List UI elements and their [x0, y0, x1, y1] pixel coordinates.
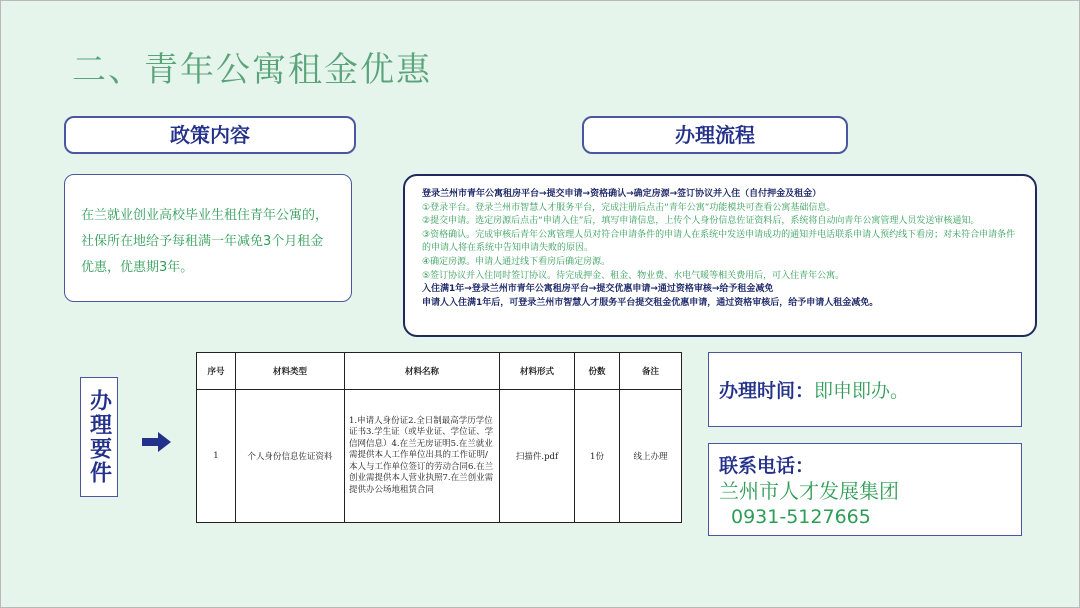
- right-arrow-icon: [142, 431, 172, 453]
- process-line: ③资格确认。完成审核后青年公寓管理人员对符合申请条件的申请人在系统中发送申请成功的通知并电话联系申请人预约线下看房；对未符合申请条件的申请人将在系统中告知申请失败的原因。: [422, 229, 1016, 254]
- process-line: ②提交申请。选定房源后点击“申请入住”后，填写申请信息，上传个人身份信息佐证资料后，系统将自动向青年公寓管理人员发送审核通知。: [422, 216, 980, 227]
- policy-text: 在兰就业创业高校毕业生租住青年公寓的，社保所在地给予每租满一年减免3个月租金优惠，优惠期3年。: [81, 208, 329, 275]
- process-line: 登录兰州市青年公寓租房平台→提交申请→资格确认→确定房源→签订协议并入住（自付押金及租金）: [422, 189, 822, 199]
- process-line: ①登录平台。登录兰州市智慧人才服务平台，完成注册后点击“青年公寓”功能模块可查看公寓基础信息。: [422, 202, 836, 213]
- col-header-name: 材料名称: [345, 353, 500, 390]
- process-box: [403, 174, 1037, 337]
- time-value: 即申即办。: [814, 380, 910, 402]
- process-line: ⑤签订协议并入住同时签订协议。待完成押金、租金、物业费、水电气暖等相关费用后，可入住青年公寓。: [422, 270, 845, 281]
- cell-names: 1.申请人身份证2.全日制最高学历学位证书3.学生证（或毕业证、学位证、学信网信息）4.在兰无房证明5.在兰就业需提供本人工作单位出具的工作证明/本人与工作单位签订的劳动合同6.在兰创业需提供本人营业执照7.在兰创业需提供办公场地租赁合同: [345, 390, 500, 523]
- col-header-note: 备注: [620, 353, 682, 390]
- col-header-no: 序号: [197, 353, 236, 390]
- contact-box: [708, 443, 1022, 536]
- contact-org: 兰州市人才发展集团: [719, 479, 899, 503]
- col-header-type: 材料类型: [236, 353, 345, 390]
- requirements-label-box: [80, 377, 118, 497]
- policy-box: [64, 174, 352, 302]
- contact-label: 联系电话：: [719, 455, 815, 477]
- col-header-form: 材料形式: [500, 353, 575, 390]
- time-label: 办理时间：: [719, 380, 815, 402]
- page-title: 二、青年公寓租金优惠: [72, 50, 432, 90]
- cell-count: 1份: [575, 390, 620, 523]
- process-lines: [422, 188, 1019, 310]
- policy-header: 政策内容: [64, 116, 356, 154]
- table-row: [197, 390, 682, 523]
- table-header-row: [197, 353, 682, 390]
- cell-note: 线上办理: [620, 390, 682, 523]
- cell-type: 个人身份信息佐证资料: [236, 390, 345, 523]
- process-header: 办理流程: [582, 116, 848, 154]
- process-line: 申请人入住满1年后，可登录兰州市智慧人才服务平台提交租金优惠申请，通过资格审核后，给予申请人租金减免。: [422, 297, 879, 308]
- time-box: [708, 352, 1022, 427]
- requirements-label: 办理要件: [86, 389, 112, 485]
- materials-table: [196, 352, 682, 523]
- contact-phone: 0931-5127665: [731, 506, 871, 528]
- col-header-count: 份数: [575, 353, 620, 390]
- cell-no: 1: [197, 390, 236, 523]
- cell-form: 扫描件.pdf: [500, 390, 575, 523]
- process-line: 入住满1年→登录兰州市青年公寓租房平台→提交优惠申请→通过资格审核→给予租金减免: [422, 284, 774, 295]
- process-line: ④确定房源。申请人通过线下看房后确定房源。: [422, 256, 611, 267]
